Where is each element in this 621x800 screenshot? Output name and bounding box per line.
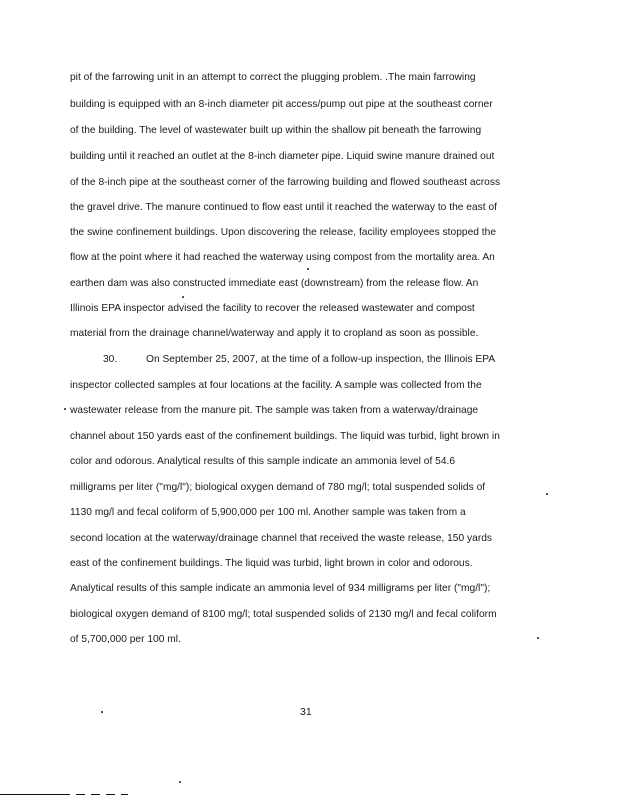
body-text-line: the gravel drive. The manure continued to flow east until it reached the waterway to the east of — [70, 202, 498, 213]
body-text-line: of 5,700,000 per 100 ml. — [70, 634, 181, 645]
body-text-line: biological oxygen demand of 8100 mg/l; total suspended solids of 2130 mg/l and fecal coliform — [70, 609, 497, 620]
body-text-line: second location at the waterway/drainage channel that received the waste release, 150 yards — [70, 533, 493, 544]
body-text-line: channel about 150 yards east of the confinement buildings. The liquid was turbid, light brown in — [70, 431, 500, 442]
body-text-line: east of the confinement buildings. The liquid was turbid, light brown in color and odorous. — [70, 558, 473, 569]
scan-speck — [537, 637, 539, 639]
footer-rule-gap — [115, 793, 121, 796]
body-text-line: Illinois EPA inspector advised the facility to recover the released wastewater and compost — [70, 303, 475, 314]
body-text-line: pit of the farrowing unit in an attempt to correct the plugging problem. .The main farrowing — [70, 72, 476, 83]
body-text-line: earthen dam was also constructed immediate east (downstream) from the release flow. An — [70, 278, 479, 289]
footer-rule-gap — [70, 793, 76, 796]
body-text-line: inspector collected samples at four locations at the facility. A sample was collected from the — [70, 380, 482, 391]
body-text-line: wastewater release from the manure pit. The sample was taken from a waterway/drainage — [70, 405, 479, 416]
body-text-line: color and odorous. Analytical results of this sample indicate an ammonia level of 54.6 — [70, 456, 456, 467]
scan-speck — [546, 493, 548, 495]
body-text-line: 1130 mg/l and fecal coliform of 5,900,000 per 100 ml. Another sample was taken from a — [70, 507, 466, 518]
page-number: 31 — [300, 706, 312, 718]
body-text-line: of the 8-inch pipe at the southeast corner of the farrowing building and flowed southeast across — [70, 177, 501, 188]
scan-speck — [101, 711, 103, 713]
body-text-line: the swine confinement buildings. Upon discovering the release, facility employees stopped the — [70, 227, 497, 238]
footer-rule — [0, 794, 128, 796]
paragraph-number: 30. — [103, 354, 118, 365]
body-text-line: Analytical results of this sample indicate an ammonia level of 934 milligrams per liter ("mg/l"); — [70, 583, 491, 594]
body-text-line: building until it reached an outlet at the 8-inch diameter pipe. Liquid swine manure drained out — [70, 151, 495, 162]
footer-rule-gap — [85, 793, 91, 796]
scan-speck — [179, 781, 181, 783]
body-text-line: milligrams per liter ("mg/l"); biological oxygen demand of 780 mg/l; total suspended solids of — [70, 482, 486, 493]
body-text-line: material from the drainage channel/waterway and apply it to cropland as soon as possible. — [70, 328, 479, 339]
body-text-line: building is equipped with an 8-inch diameter pit access/pump out pipe at the southeast corner — [70, 99, 493, 110]
body-text-line: flow at the point where it had reached the waterway using compost from the mortality area. An — [70, 252, 495, 263]
scan-speck — [182, 296, 184, 298]
footer-rule-gap — [100, 793, 106, 796]
body-text-line: On September 25, 2007, at the time of a follow-up inspection, the Illinois EPA — [146, 354, 496, 365]
body-text-line: of the building. The level of wastewater built up within the shallow pit beneath the farrowing — [70, 125, 482, 136]
scan-speck — [307, 268, 309, 270]
scan-speck — [64, 408, 66, 410]
